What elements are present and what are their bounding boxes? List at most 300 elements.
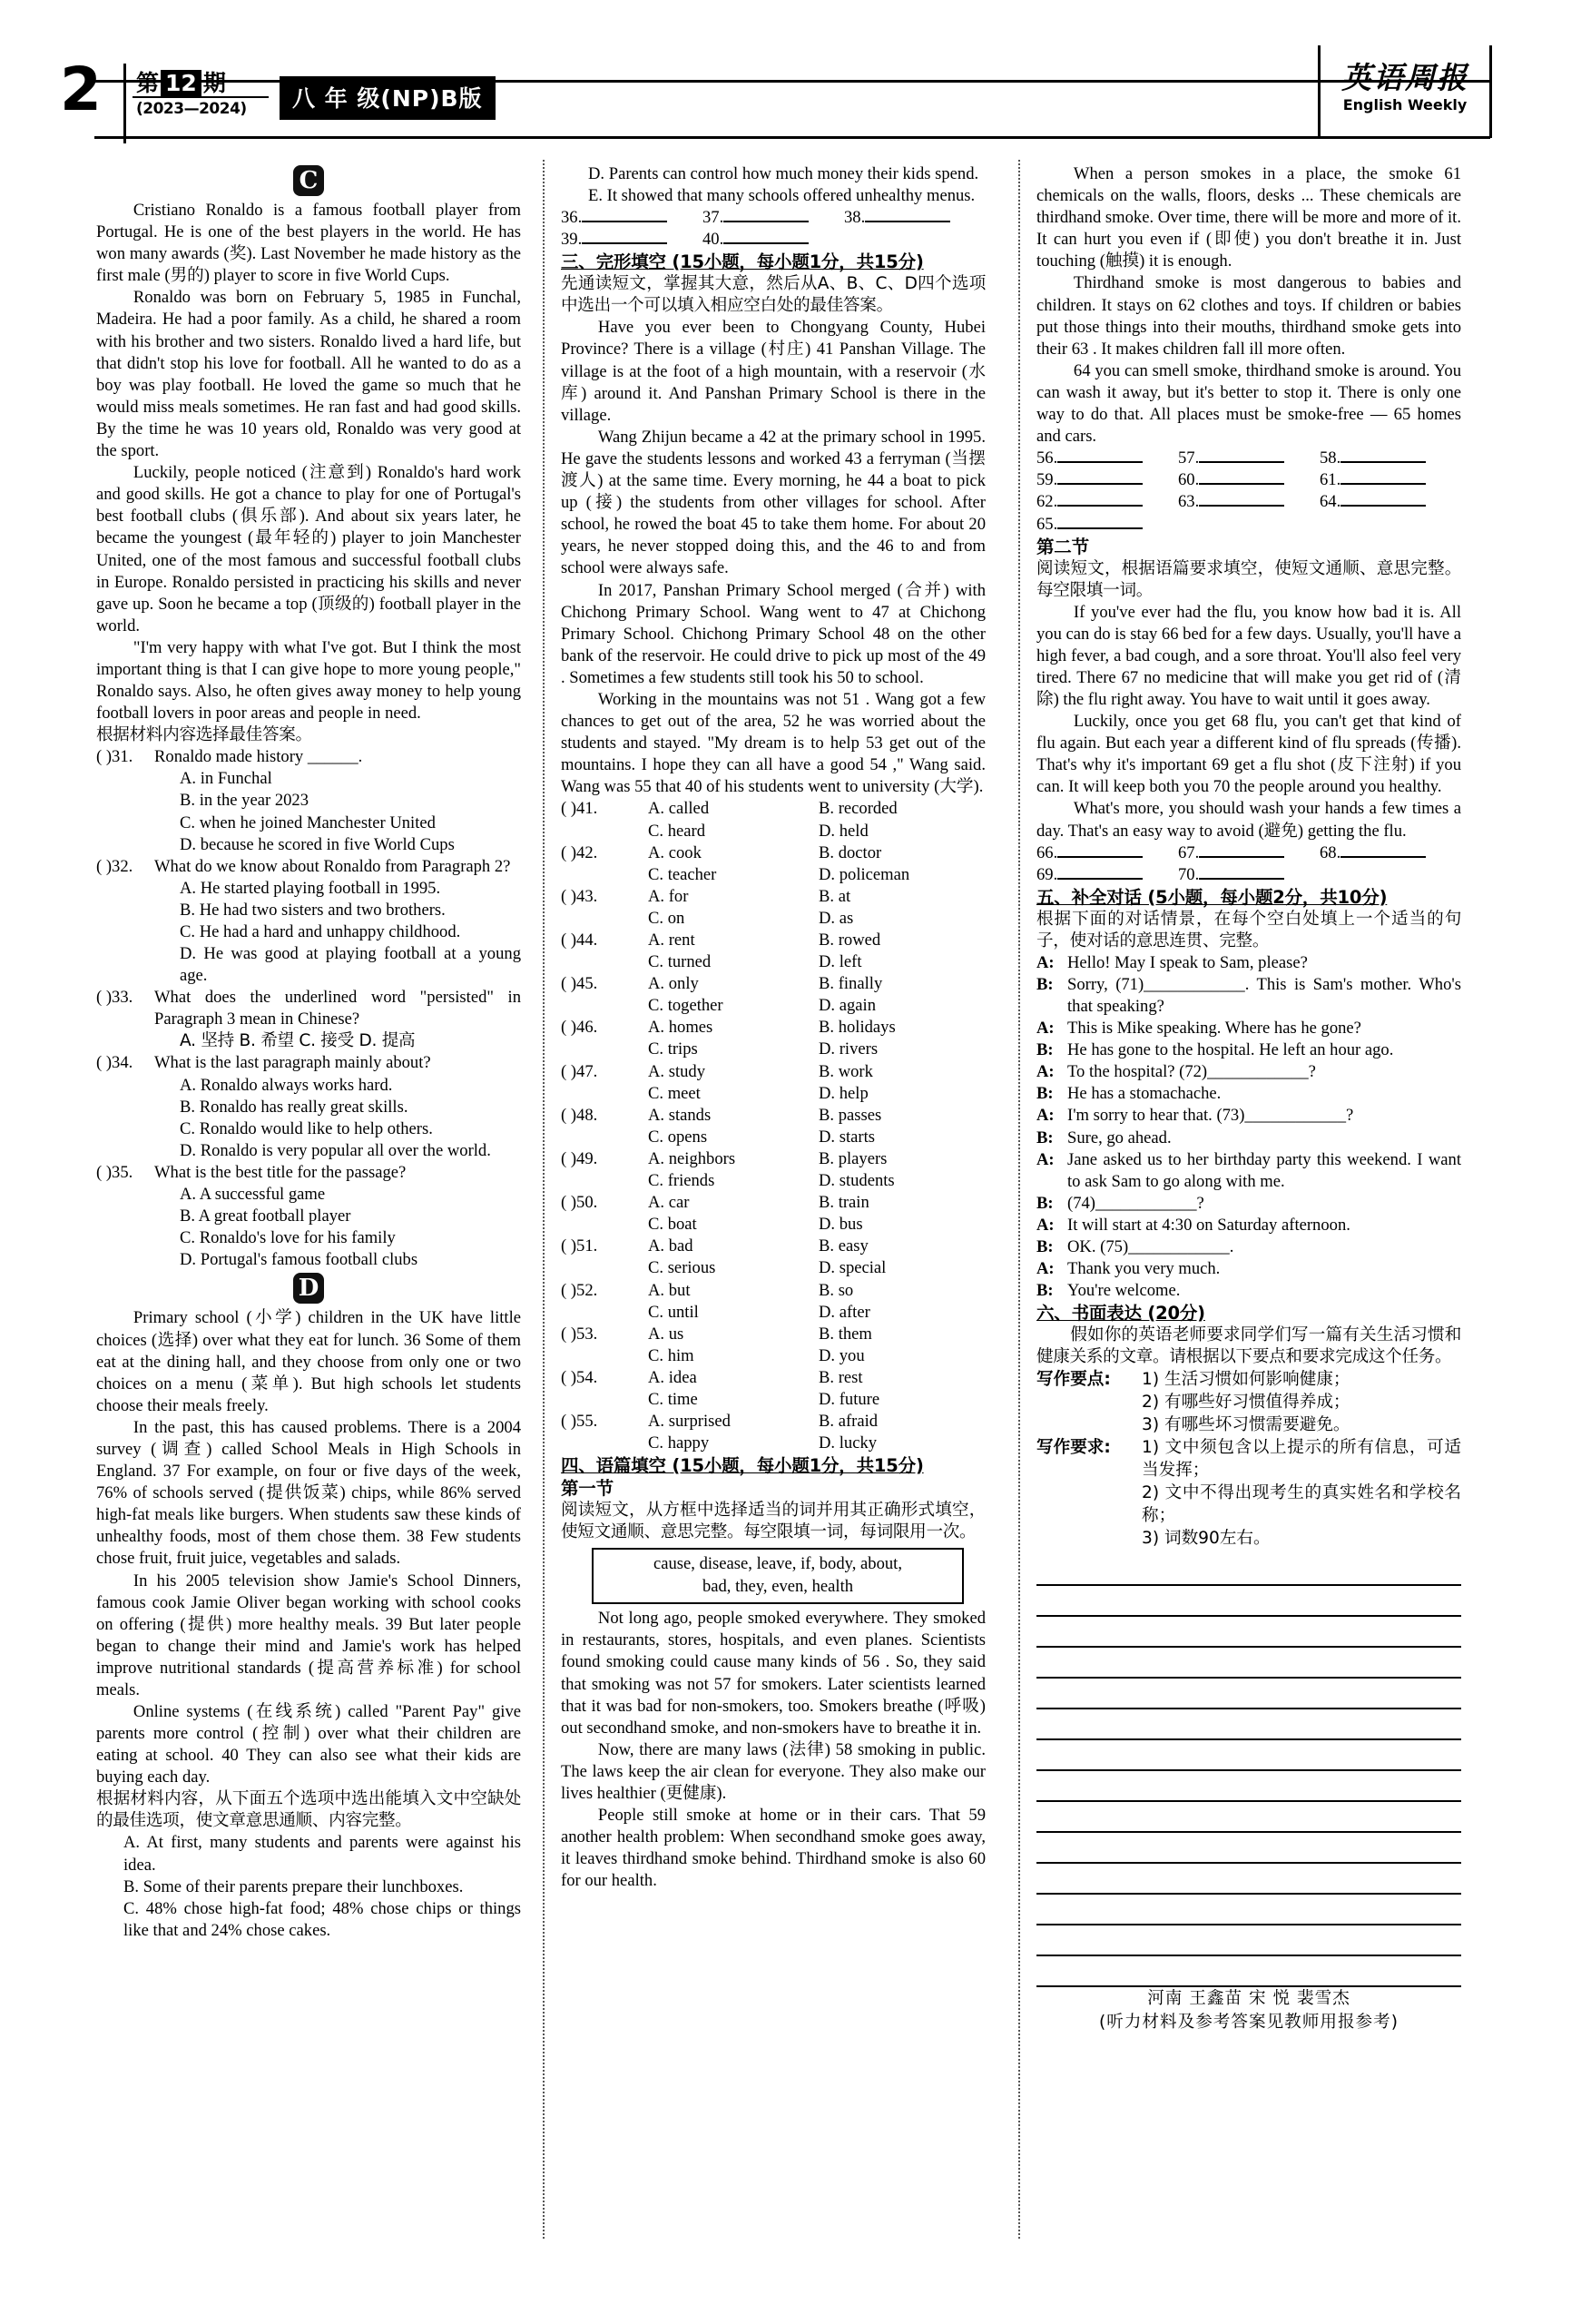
question-stem: What does the underlined word "persisted" in Paragraph 3 mean in Chinese? [154,988,521,1029]
section-4-title: 四、语篇填空 (15小题，每小题1分，共15分) [561,1455,924,1477]
answer-blank[interactable] [1178,842,1320,864]
blank-line[interactable] [1199,448,1284,463]
cloze-option-c[interactable]: C. together [648,996,723,1016]
section-marker-d-letter: D [293,1273,324,1304]
writing-line[interactable] [1036,1648,1461,1679]
section-3-title: 三、完形填空 (15小题，每小题1分，共15分) [561,251,924,273]
choice-b[interactable] [96,1876,521,1898]
cloze-option-a[interactable]: A. neighbors [648,1148,736,1168]
dialogue-line [1036,1018,1461,1039]
answer-blanks-36-38[interactable] [561,207,986,229]
cloze-option-b[interactable]: B. work [819,1061,873,1081]
blank-line[interactable] [1057,514,1143,529]
smoking-paragraph: Now, there are many laws (法律) 58 smoking in public. The laws keep the air clean for everyone. They also make our lives healthier (更健康). [561,1739,986,1803]
answer-blank[interactable] [1178,491,1320,513]
writing-line[interactable] [1036,1555,1461,1586]
dialogue-speaker: A: [1036,1062,1055,1082]
option-item[interactable]: A. A successful game [180,1185,326,1205]
question-33[interactable] [96,987,521,1030]
dialogue-line [1036,1215,1461,1236]
cloze-option-d[interactable]: D. special [819,1258,887,1278]
answer-blanks-39-40[interactable] [561,229,986,251]
cloze-option-c[interactable]: C. heard [648,821,705,841]
cloze-option-row[interactable] [561,1324,986,1345]
cloze-option-number: ( )44. [561,931,598,950]
cloze-option-row[interactable] [561,798,986,820]
blank-line[interactable] [1199,491,1284,507]
dialogue-text: Sorry, (71)____________. This is Sam's mother. Who's that speaking? [1067,974,1461,1016]
cloze-option-row[interactable] [561,908,986,930]
answer-blank[interactable] [1036,469,1178,491]
choice-e[interactable] [561,185,986,207]
cloze-option-row[interactable] [561,1389,986,1411]
dialogue-text: He has a stomachache. [1067,1084,1222,1104]
answer-blanks-66-70[interactable] [1036,842,1461,886]
cloze-option-spacer [561,1345,648,1367]
writing-line[interactable] [1036,1771,1461,1802]
cloze-option-d[interactable]: D. you [819,1345,865,1365]
cloze-option-a[interactable]: A. study [648,1061,706,1081]
blank-line[interactable] [1199,864,1284,880]
cloze-option-a[interactable]: A. idea [648,1367,697,1387]
cloze-option-c[interactable]: C. serious [648,1258,716,1278]
blank-line[interactable] [1199,469,1284,485]
writing-line[interactable] [1036,1864,1461,1895]
cloze-paragraph: Wang Zhijun became a 42 at the primary school in 1995. He gave the students lessons and worked 43 a ferryman (当摆渡人) at the same time. Every morning, he 44 a boat to pick up (接) the students from other villages for school. After school, he rowed the boat 45 to take them home. For about 20 years, he never stopped doing this, and the 46 to and from school were always safe. [561,427,986,578]
answer-blank-row[interactable] [1036,469,1461,491]
blank-label: 63. [1178,492,1200,512]
column-3 [1036,163,1461,2034]
cloze-option-c[interactable]: C. happy [648,1433,710,1453]
option-item[interactable]: D. He was good at playing football at a young age. [180,944,521,986]
answer-blank-row[interactable] [1036,491,1461,513]
cloze-option-row[interactable] [561,1127,986,1148]
writing-line[interactable] [1036,1895,1461,1925]
answer-blank[interactable] [1320,448,1461,469]
answer-blank-spacer [1178,514,1320,536]
answer-blank[interactable] [1320,842,1461,864]
dialogue-speaker: B: [1036,1193,1054,1213]
cloze-option-row[interactable] [561,1017,986,1039]
option-item[interactable]: A. in Funchal [180,769,272,789]
cloze-option-row[interactable] [561,1257,986,1279]
cloze-option-a[interactable]: A. for [648,886,689,906]
cloze-option-a[interactable]: A. car [648,1193,690,1213]
blank-line[interactable] [1057,448,1143,463]
option-item[interactable]: A. Ronaldo always works hard. [180,1075,393,1095]
smoking-paragraph-cont: When a person smokes in a place, the smoke 61 chemicals on the walls, floors, desks ... These chemicals are thirdhand smoke. Over time, there will be more and more of it. It can hurt you even if (即使) you don't breathe it in. Just touching (触摸) it is enough. [1036,164,1461,271]
masthead-vertical-separator [123,64,126,143]
passage-c-paragraph: "I'm very happy with what I've got. But I think the most important thing is that I can give hope to more young people," Ronaldo says. Also, he often gives away money to help young football lovers in poor areas and people in need. [96,637,521,724]
cloze-option-row[interactable] [561,821,986,842]
section-5-instruction: 根据下面的对话情景，在每个空白处填上一个适当的句子，使对话的意思连贯、完整。 [1036,909,1461,950]
option-item[interactable]: C. Ronaldo's love for his family [180,1228,396,1248]
cloze-option-a[interactable]: A. homes [648,1018,713,1038]
cloze-option-b[interactable]: B. players [819,1148,888,1168]
choice-c-text: C. 48% chose high-fat food; 48% chose chips or things like that and 24% chose cakes. [123,1898,521,1940]
cloze-option-d[interactable]: D. starts [819,1127,875,1147]
writing-line[interactable] [1036,1679,1461,1709]
blank-line[interactable] [1340,491,1426,507]
dialogue-speaker: B: [1036,1281,1054,1301]
cloze-option-d[interactable]: D. students [819,1171,895,1191]
answer-blank[interactable] [1036,514,1178,536]
cloze-option-b[interactable]: B. finally [819,974,883,994]
choice-d-text: D. Parents can control how much money their kids spend. [588,164,979,183]
cloze-option-row[interactable] [561,886,986,908]
writing-line[interactable] [1036,1956,1461,1987]
option-item[interactable]: B. Ronaldo has really great skills. [180,1097,408,1117]
blank-line[interactable] [865,207,950,222]
answer-blank [844,207,986,229]
passage-d-instruction: 根据材料内容，从下面五个选项中选出能填入文中空缺处的最佳选项，使文章意思通顺、内容完整。 [96,1789,521,1831]
option-item[interactable]: D. because he scored in five World Cups [180,834,455,854]
cloze-option-a[interactable]: A. us [648,1324,684,1344]
option-item[interactable]: B. A great football player [180,1206,351,1226]
question-number: ( )31. [96,747,133,767]
cloze-option-b[interactable]: B. doctor [819,842,882,862]
passage-c-paragraph: Cristiano Ronaldo is a famous football player from Portugal. He is one of the best players in the world. He has won many awards (奖). Last November he made history as the first male (男的) player to score in five World Cups. [96,201,521,286]
smoking-paragraph-cont: 64 you can smell smoke, thirdhand smoke is around. You can wash it away, but it's better to stop it. There is only one way to do that. All places must be smoke-free — 65 homes and cars. [1036,360,1461,447]
answer-blank [561,207,702,229]
cloze-option-d[interactable]: D. as [819,908,854,928]
writing-line[interactable] [1036,1709,1461,1740]
cloze-option-c[interactable]: C. opens [648,1127,708,1147]
cloze-option-c[interactable]: C. teacher [648,864,717,884]
cloze-option-b[interactable]: B. train [819,1193,869,1213]
cloze-option-number: ( )42. [561,842,598,862]
cloze-option-d[interactable]: D. policeman [819,864,910,884]
question-stem: What is the best title for the passage? [154,1162,407,1182]
blank-label: 70. [1178,864,1200,884]
dialogue-line [1036,1061,1461,1083]
grade-badge: 八 年 级(NP)B版 [280,76,496,120]
option-item[interactable]: B. He had two sisters and two brothers. [180,900,446,920]
cloze-option-a[interactable]: A. only [648,974,699,994]
flu-paragraph: Luckily, once you get 68 flu, you can't get that kind of flu again. But each year a different kind of flu spreads (传播). That's why it's important 69 get a flu shot (皮下注射) if you can. It will keep both you 70 the people around you healthy. [1036,712,1461,797]
cloze-option-number: ( )47. [561,1061,598,1081]
cloze-option-d[interactable]: D. bus [819,1215,863,1235]
cloze-option-d[interactable]: D. help [819,1083,869,1103]
cloze-option-b[interactable]: B. rest [819,1367,863,1387]
blank-line[interactable] [1057,864,1143,880]
blank-label: 67. [1178,842,1200,862]
question-32[interactable] [96,856,521,878]
choice-a-text: A. At first, many students and parents were against his idea. [123,1833,521,1875]
cloze-option-c[interactable]: C. friends [648,1171,715,1191]
dialogue-line [1036,1083,1461,1105]
cloze-option-row[interactable] [561,1411,986,1433]
blank-line[interactable] [1340,469,1426,485]
masthead [60,54,1490,140]
cloze-option-c[interactable]: C. meet [648,1083,701,1103]
blank-line[interactable] [723,229,809,244]
column-separator-1 [543,160,545,2239]
blank-label: 68. [1320,842,1341,862]
writing-point: 3) 有哪些坏习惯需要避免。 [1142,1415,1350,1435]
cloze-option-number: ( )53. [561,1324,598,1344]
cloze-option-b[interactable]: B. passes [819,1105,882,1125]
issue-prefix: 第 [136,70,160,96]
passage-c-paragraph: Ronaldo was born on February 5, 1985 in Funchal, Madeira. He had a poor family. As a child, he shared a room with his brother and two sisters. Ronaldo lived a hard life, but that didn't stop his love for football. All he wanted to do as a boy was play football. He loved the game so much that he would miss meals sometimes. He ran fast and had good skills. By the time he was 10 years old, Ronaldo was very good at the sport. [96,288,521,461]
cloze-option-d[interactable]: D. held [819,821,869,841]
cloze-option-number: ( )49. [561,1148,598,1168]
cloze-option-row[interactable] [561,1345,986,1367]
answer-blank [702,207,844,229]
cloze-option-row[interactable] [561,1280,986,1302]
dialogue-line [1036,1236,1461,1258]
blank-line[interactable] [1057,842,1143,858]
dialogue-text: Thank you very much. [1067,1259,1221,1279]
dialogue-text: He has gone to the hospital. He left an hour ago. [1067,1040,1394,1060]
cloze-option-d[interactable]: D. after [819,1302,870,1322]
blank-line[interactable] [1057,469,1143,485]
writing-answer-lines[interactable] [1036,1555,1461,1987]
blank-label: 69. [1036,864,1058,884]
answer-blank[interactable] [1320,491,1461,513]
cloze-option-row[interactable] [561,842,986,864]
dialogue-line [1036,1149,1461,1193]
choice-c[interactable] [96,1898,521,1942]
cloze-option-number: ( )55. [561,1412,598,1432]
word-bank-line-1: cause, disease, leave, if, body, about, [653,1554,902,1574]
cloze-option-b[interactable]: B. recorded [819,799,898,819]
cloze-option-row[interactable] [561,1192,986,1214]
cloze-option-row[interactable] [561,1433,986,1454]
answer-blank-spacer [844,229,986,251]
cloze-option-number: ( )51. [561,1236,598,1256]
footer-contributors: 河南 王鑫苗 宋 悦 裴雪杰 [1147,1989,1350,2009]
answer-blank-row[interactable] [1036,448,1461,469]
dialogue-speaker: B: [1036,1128,1054,1147]
answer-blank[interactable] [1320,469,1461,491]
answer-blank [561,229,702,251]
option-item[interactable]: B. in the year 2023 [180,791,309,811]
cloze-option-row[interactable] [561,1148,986,1170]
writing-line[interactable] [1036,1925,1461,1956]
answer-blank[interactable] [1036,842,1178,864]
writing-point: 1) 生活习惯如何影响健康； [1142,1370,1350,1390]
option-item[interactable]: C. He had a hard and unhappy childhood. [180,922,461,941]
cloze-option-d[interactable]: D. left [819,952,862,972]
writing-line[interactable] [1036,1833,1461,1864]
option-item[interactable]: A. He started playing football in 1995. [180,878,441,898]
cloze-option-number: ( )43. [561,886,598,906]
blank-line[interactable] [1340,842,1426,858]
cloze-option-c[interactable]: C. him [648,1345,694,1365]
answer-blank-row[interactable] [1036,514,1461,536]
dialogue-text: Hello! May I speak to Sam, please? [1067,952,1308,972]
column-1 [96,163,521,1942]
question-stem: What is the last paragraph mainly about? [154,1053,431,1073]
cloze-option-spacer [561,1302,648,1324]
cloze-option-row[interactable] [561,930,986,951]
cloze-option-b[interactable]: B. rowed [819,931,881,950]
blank-label: 39. [561,230,583,250]
cloze-option-c[interactable]: C. turned [648,952,712,972]
dialogue-line [1036,1193,1461,1215]
blank-label: 40. [702,230,724,250]
cloze-option-b[interactable]: B. at [819,886,851,906]
dialogue-line [1036,952,1461,974]
writing-requirement: 1) 文中须包含以上提示的所有信息，可适当发挥； [1142,1438,1461,1481]
section-6-title: 六、书面表达 (20分) [1036,1303,1205,1324]
answer-blank[interactable] [1036,491,1178,513]
writing-line[interactable] [1036,1740,1461,1771]
answer-blank[interactable] [1036,448,1178,469]
section-4-part-2-label: 第二节 [1036,536,1089,557]
cloze-paragraph: Working in the mountains was not 51 . Wang got a few chances to get out of the area, 52 he was worried about the students and stayed. "My dream is to help 53 get out of the mountains. I hope they can all have a good 54 ," Wang said. Wang was 55 that 40 of his students went to university (大学). [561,689,986,797]
cloze-option-row[interactable] [561,1214,986,1236]
blank-line[interactable] [1199,842,1284,858]
question-34[interactable] [96,1052,521,1074]
cloze-option-b[interactable]: B. easy [819,1236,869,1256]
cloze-option-a[interactable]: A. bad [648,1236,693,1256]
cloze-option-number: ( )41. [561,799,598,819]
passage-d-paragraph: Primary school (小学) children in the UK have little choices (选择) over what they eat for lunch. 36 Some of them eat at the dining hall, and they choose from only one or two choices on a menu (菜单). But high schools let students choose their meals freely. [96,1308,521,1415]
cloze-option-spacer [561,1127,648,1148]
section-marker-d [96,1273,521,1304]
blank-label: 59. [1036,470,1058,490]
cloze-option-row[interactable] [561,864,986,886]
cloze-option-b[interactable]: B. afraid [819,1412,879,1432]
cloze-option-row[interactable] [561,995,986,1017]
cloze-option-d[interactable]: D. future [819,1389,880,1409]
cloze-option-d[interactable]: D. lucky [819,1433,878,1453]
cloze-option-row[interactable] [561,1061,986,1083]
cloze-option-a[interactable]: A. called [648,799,710,819]
cloze-option-b[interactable]: B. so [819,1280,854,1300]
blank-label: 61. [1320,470,1341,490]
writing-point: 2) 有哪些好习惯值得养成； [1142,1393,1350,1413]
option-item[interactable]: D. Ronaldo is very popular all over the world. [180,1140,491,1160]
cloze-option-d[interactable]: D. again [819,996,876,1016]
cloze-option-b[interactable]: B. holidays [819,1018,896,1038]
section-marker-c [96,165,521,196]
blank-label: 57. [1178,448,1200,468]
question-number: ( )33. [96,988,133,1008]
answer-blank-row[interactable] [1036,864,1461,886]
cloze-option-c[interactable]: C. on [648,908,685,928]
dialogue-speaker: A: [1036,1019,1055,1039]
section-4-part-1-label: 第一节 [561,1478,614,1500]
cloze-option-spacer [561,908,648,930]
option-item[interactable]: C. when he joined Manchester United [180,812,436,832]
dialogue-speaker: A: [1036,1215,1055,1235]
cloze-option-row[interactable] [561,1170,986,1192]
answer-blank[interactable] [1036,864,1178,886]
blank-line[interactable] [1057,491,1143,507]
cloze-option-row[interactable] [561,1302,986,1324]
writing-requirement: 3) 词数90左右。 [1142,1529,1271,1549]
writing-points-row [1036,1391,1461,1413]
blank-line[interactable] [582,229,667,244]
dialogue-speaker: B: [1036,1084,1054,1104]
cloze-option-c[interactable]: C. trips [648,1039,698,1059]
cloze-option-a[interactable]: A. rent [648,931,695,950]
writing-requirement: 2) 文中不得出现考生的真实姓名和学校名称； [1142,1483,1461,1526]
cloze-option-c[interactable]: C. time [648,1389,698,1409]
cloze-option-number: ( )50. [561,1193,598,1213]
cloze-option-number: ( )48. [561,1105,598,1125]
question-35[interactable] [96,1162,521,1184]
blank-label: 60. [1178,470,1200,490]
choice-a[interactable] [96,1832,521,1876]
cloze-option-row[interactable] [561,1105,986,1127]
answer-blank[interactable] [1178,864,1320,886]
passage-d-paragraph: In the past, this has caused problems. There is a 2004 survey (调查) called School Meals in High Schools in England. 37 For example, on four or five days of the week, 76% of schools served (提供饭菜) chips, while 86% served high-fat meals like burgers. When students saw these kinds of unhealthy foods, most of them chose them. 38 Few students chose fruit, fruit juice, vegetables and salads. [96,1417,521,1569]
cloze-option-a[interactable]: A. stands [648,1105,712,1125]
cloze-option-a[interactable]: A. surprised [648,1412,731,1432]
writing-line[interactable] [1036,1586,1461,1617]
blank-line[interactable] [1340,448,1426,463]
cloze-option-row[interactable] [561,1367,986,1389]
question-number: ( )35. [96,1162,133,1182]
cloze-option-row[interactable] [561,1236,986,1257]
dialogue-text: (74)____________? [1067,1193,1204,1213]
cloze-option-b[interactable]: B. them [819,1324,872,1344]
masthead-rule-bottom [94,136,1490,139]
cloze-option-c[interactable]: C. boat [648,1215,697,1235]
writing-line[interactable] [1036,1617,1461,1648]
writing-line[interactable] [1036,1802,1461,1833]
question-31[interactable] [96,746,521,768]
cloze-option-row[interactable] [561,1083,986,1105]
dialogue-text: OK. (75)____________. [1067,1237,1234,1257]
answer-blanks-56-65[interactable] [1036,448,1461,535]
answer-blank-row[interactable] [1036,842,1461,864]
option-item[interactable]: C. Ronaldo would like to help others. [180,1118,433,1138]
passage-c-instruction: 根据材料内容选择最佳答案。 [96,725,312,745]
cloze-option-d[interactable]: D. rivers [819,1039,879,1059]
blank-label: 62. [1036,492,1058,512]
logo-english-name: English Weekly [1342,96,1468,113]
cloze-option-row[interactable] [561,1039,986,1060]
blank-label: 65. [1036,514,1058,534]
cloze-option-row[interactable] [561,951,986,973]
writing-points-row [1036,1368,1461,1391]
cloze-option-spacer [561,1389,648,1411]
answer-blank[interactable] [1178,448,1320,469]
dialogue-text: You're welcome. [1067,1281,1181,1301]
cloze-option-c[interactable]: C. until [648,1302,699,1322]
cloze-option-spacer [561,864,648,886]
dialogue-speaker: A: [1036,1106,1055,1126]
choice-d[interactable] [561,163,986,185]
word-bank [592,1548,964,1604]
question-stem: Ronaldo made history ______. [154,747,363,767]
dialogue-speaker: B: [1036,1237,1054,1257]
option-item[interactable]: A. 坚持 B. 希望 C. 接受 D. 提高 [180,1031,416,1051]
cloze-paragraph: In 2017, Panshan Primary School merged (合并) with Chichong Primary School. Wang went to 47 at Chichong Primary School. Chichong Primary School 48 on the other bank of the reservoir. He could drive to pick up most of the 49 . Sometimes a few students still took his 50 to school. [561,580,986,687]
blank-line[interactable] [723,207,809,222]
cloze-option-number: ( )54. [561,1367,598,1387]
cloze-option-spacer [561,1214,648,1236]
dialogue-line [1036,1258,1461,1280]
cloze-option-a[interactable]: A. cook [648,842,702,862]
answer-blank[interactable] [1178,469,1320,491]
dialogue-line [1036,1105,1461,1127]
cloze-option-a[interactable]: A. but [648,1280,691,1300]
blank-label: 66. [1036,842,1058,862]
cloze-option-spacer [561,1039,648,1060]
dialogue-text: Jane asked us to her birthday party this weekend. I want to ask Sam to go along with me. [1067,1149,1461,1191]
cloze-option-row[interactable] [561,973,986,995]
dialogue-speaker: A: [1036,952,1055,972]
section-3-instruction: 先通读短文，掌握其大意，然后从A、B、C、D四个选项中选出一个可以填入相应空白处的最佳答案。 [561,274,986,316]
option-item[interactable]: D. Portugal's famous football clubs [180,1250,418,1270]
blank-line[interactable] [582,207,667,222]
